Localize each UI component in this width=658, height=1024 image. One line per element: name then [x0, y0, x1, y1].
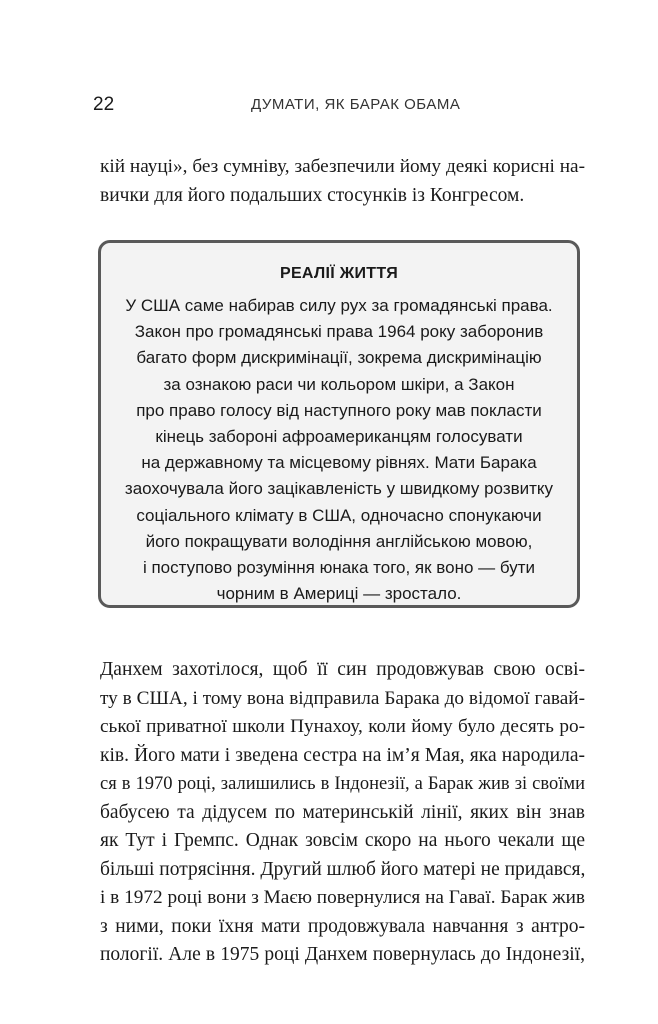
sidebar-line: У США саме набирав силу рух за громадянські права. — [125, 296, 553, 315]
page-number: 22 — [93, 94, 115, 115]
text-line: більші потрясіння. Другий шлюб його матері не придався, — [100, 858, 586, 880]
sidebar-box — [98, 240, 580, 608]
text-line: з ними, поки їхня мати продовжувала навчання з антро- — [100, 915, 585, 937]
sidebar-line: чорним в Америці — зростало. — [216, 584, 462, 604]
sidebar-line: на державному та місцевому рівнях. Мати Барака — [141, 453, 537, 473]
sidebar-line: про право голосу від наступного року мав покласти — [136, 400, 542, 420]
page-header — [93, 94, 565, 122]
text-line: вички для його подальших стосунків із Конгресом. — [100, 184, 525, 206]
sidebar-body — [101, 293, 577, 607]
text-line: пології. Але в 1975 році Данхем повернулась до Індонезії, — [100, 944, 585, 965]
sidebar-line: його покращувати володіння англійською мовою, — [145, 531, 533, 551]
text-line: ків. Його мати і зведена сестра на ім’я Мая, яка народила- — [100, 744, 585, 766]
sidebar-line: Закон про громадянські права 1964 року заборонив — [134, 322, 544, 342]
sidebar-title: РЕАЛІЇ ЖИТТЯ — [279, 265, 399, 282]
text-line: Данхем захотілося, щоб її син продовжував свою осві- — [100, 659, 585, 680]
text-line: і в 1972 році вони з Маєю повернулися на Гаваї. Барак жив — [100, 887, 585, 908]
main-paragraph — [100, 656, 585, 970]
sidebar-line: кінець забороні афроамериканцям голосувати — [155, 427, 523, 447]
running-title: ДУМАТИ, ЯК БАРАК ОБАМА — [251, 96, 461, 113]
sidebar-line: соціального клімату в США, одночасно спонукаючи — [136, 505, 542, 525]
text-line: ської приватної школи Пунахоу, коли йому було десять ро- — [100, 716, 585, 737]
text-line: як Тут і Гремпс. Однак зовсім скоро на нього чекали ще — [100, 830, 585, 851]
text-line: ся в 1970 році, залишились в Індонезії, а Барак жив зі своїми — [100, 774, 585, 794]
sidebar-line: за ознакою раси чи кольором шкіри, а Закон — [163, 374, 515, 394]
text-line: кій науці», без сумніву, забезпечили йому деякі корисні на- — [100, 156, 585, 177]
text-line: бабусею та дідусем по материнській лінії, яких він знав — [100, 801, 585, 823]
intro-paragraph — [100, 153, 585, 210]
text-line: ту в США, і тому вона відправила Барака до відомої гавай- — [100, 687, 585, 709]
sidebar-line: багато форм дискримінації, зокрема дискримінацію — [136, 348, 542, 368]
sidebar-line: і поступово розуміння юнака того, як воно — бути — [142, 558, 536, 578]
sidebar-line: заохочувала його зацікавленість у швидкому розвитку — [124, 479, 554, 499]
